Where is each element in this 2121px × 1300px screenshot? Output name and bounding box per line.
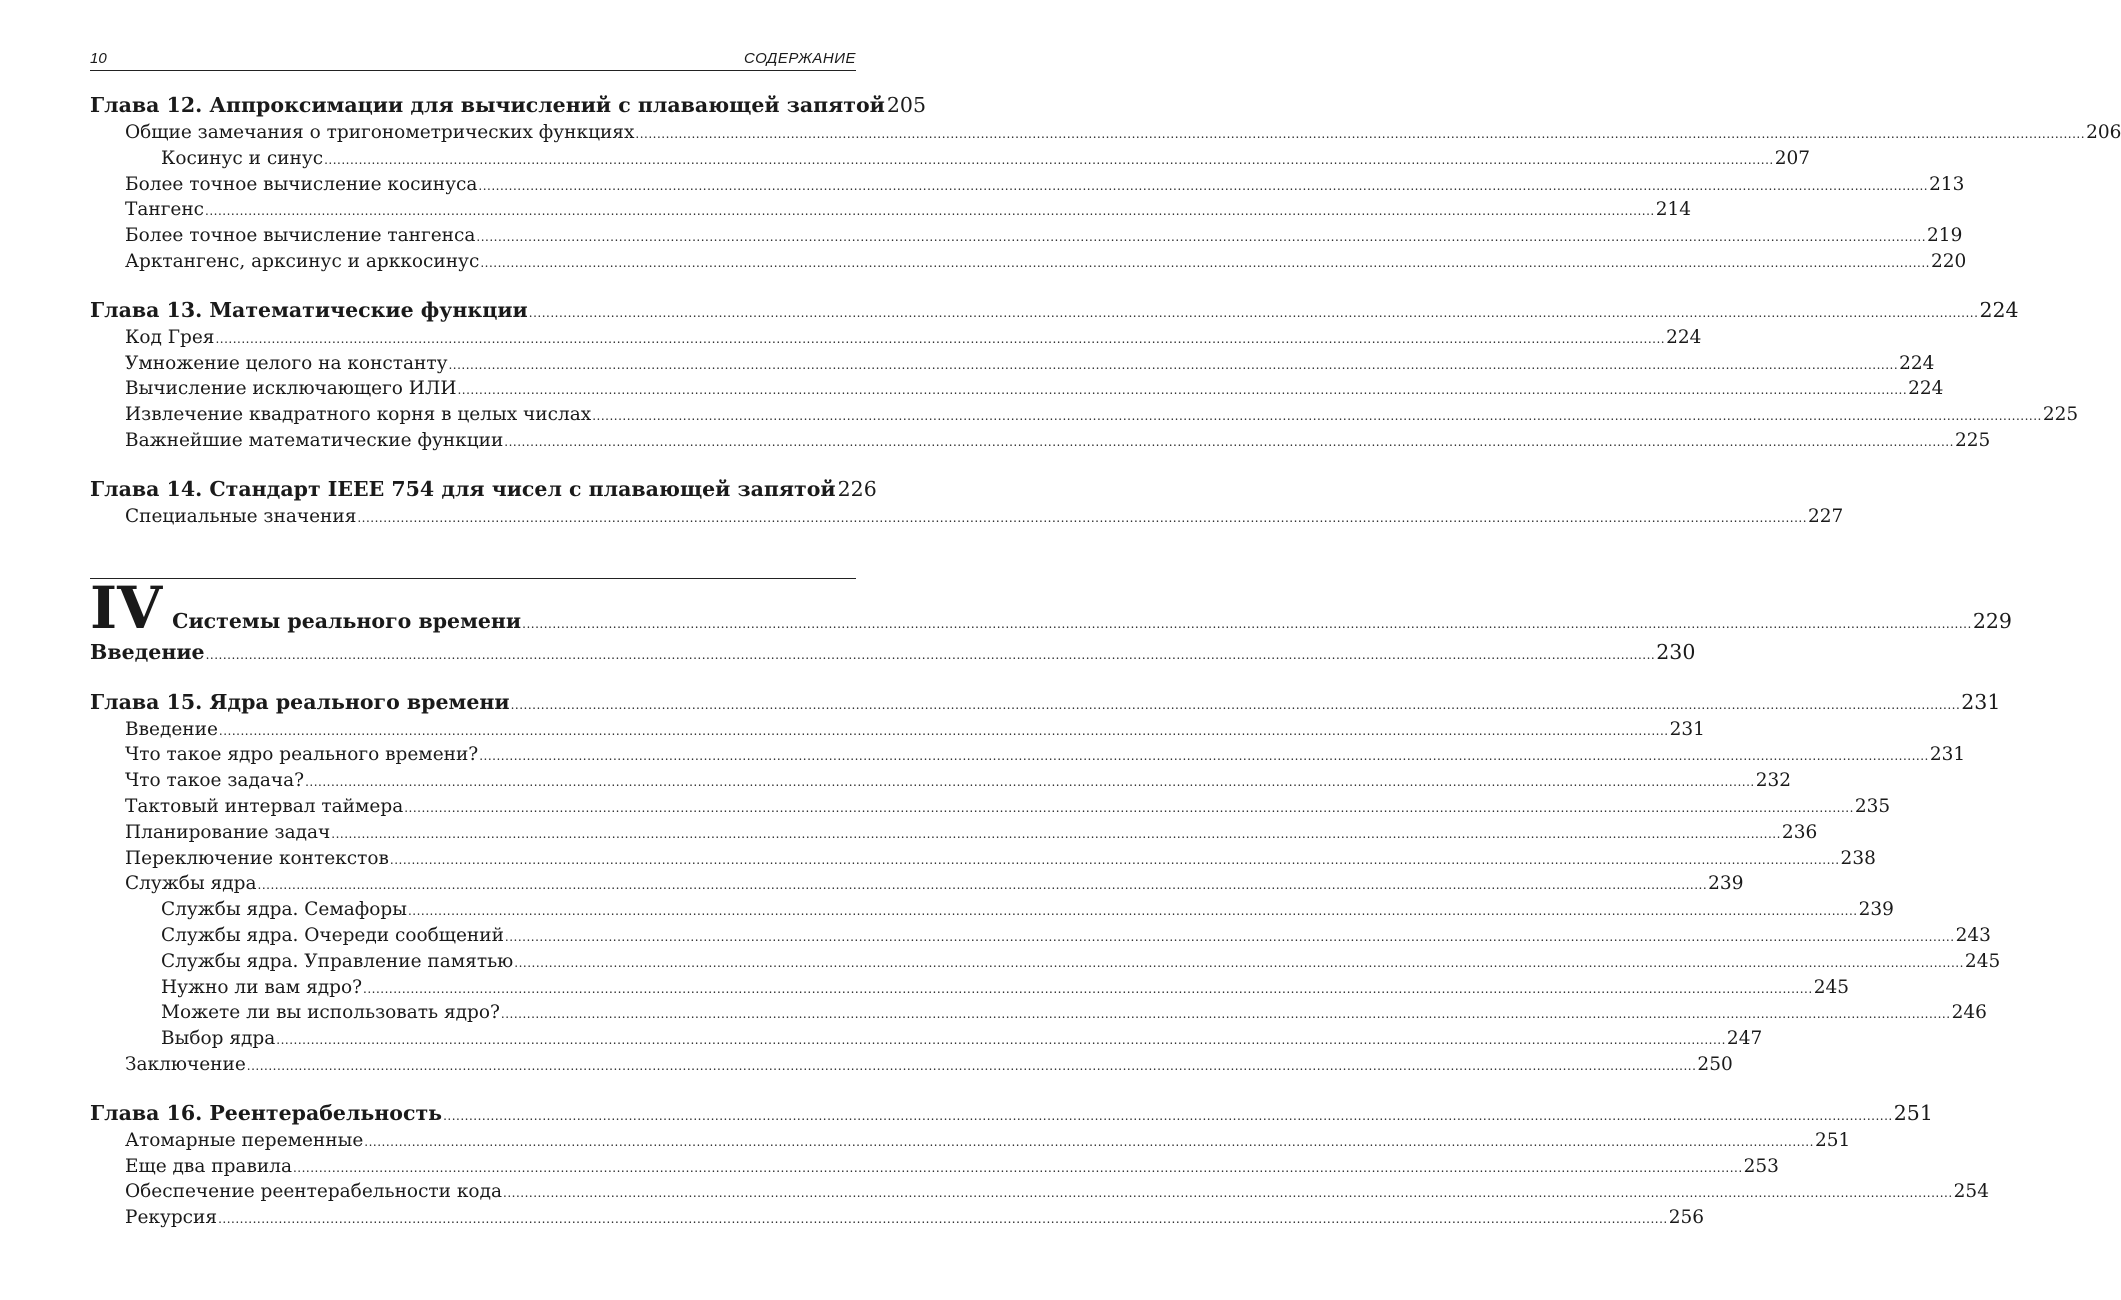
toc-entry-title: Тактовый интервал таймера (125, 795, 404, 817)
toc-entry-title: Нужно ли вам ядро? (161, 976, 363, 998)
toc-page-number: 236 (1781, 821, 1818, 843)
toc-entry-title: Службы ядра. Управление памятью (161, 950, 514, 972)
toc-entry-title: Рекурсия (125, 1207, 218, 1229)
toc-page-number: 253 (1743, 1155, 1779, 1177)
toc-page-number: 206 (2086, 122, 2121, 143)
toc-section[interactable] (90, 172, 1965, 198)
toc-page-number: 239 (1708, 873, 1744, 895)
toc-section[interactable] (90, 504, 1844, 530)
toc-entry-title: Службы ядра (125, 873, 257, 895)
toc-entry-title: Глава 16. Реентерабельность (90, 1100, 443, 1125)
toc-entry-title: Введение (125, 718, 218, 740)
toc-entry-title: Службы ядра. Очереди сообщений (161, 924, 504, 946)
toc-entry-title: Службы ядра. Семафоры (161, 899, 407, 921)
toc-subsection[interactable] (90, 949, 2001, 975)
dot-leader (357, 504, 1807, 532)
toc-entry-title: Можете ли вы использовать ядро? (161, 1002, 500, 1024)
toc-page-number: 207 (1774, 147, 1811, 169)
toc-section[interactable] (90, 717, 1705, 743)
running-header (90, 48, 856, 71)
toc-part-title: Системы реального времени (172, 608, 522, 633)
dot-leader (364, 1128, 1814, 1156)
toc-subsection[interactable] (90, 923, 1991, 949)
toc-page-number: 226 (837, 476, 877, 501)
toc-entry-title: Извлечение квадратного корня в целых числах (125, 404, 592, 426)
toc-page-number: 229 (1972, 608, 2012, 633)
toc-entry-title: Тангенс (125, 199, 205, 221)
toc-page-number: 232 (1755, 770, 1792, 792)
toc-section[interactable] (90, 376, 1944, 402)
toc-subsection[interactable] (90, 1000, 1987, 1026)
toc-entry-title: Заключение (125, 1053, 246, 1075)
toc-page-number: 246 (1951, 1002, 1987, 1024)
toc-entry-title: Атомарные переменные (125, 1129, 364, 1151)
toc-section[interactable] (90, 351, 1935, 377)
toc-entry-title: Код Грея (125, 326, 215, 348)
toc-entry-title: Введение (90, 639, 205, 664)
toc-page-number: 230 (1656, 639, 1696, 664)
toc-section[interactable] (90, 846, 1876, 872)
dot-leader (258, 871, 1708, 899)
dot-leader (457, 376, 1907, 404)
toc-entry-title: Что такое ядро реального времени? (125, 744, 479, 766)
toc-entry-title: Более точное вычисление косинуса (125, 173, 478, 195)
toc-entry-title: Глава 13. Математические функции (90, 297, 528, 322)
dot-leader (635, 120, 2085, 148)
toc-page-number: 231 (1929, 744, 1966, 766)
toc-page-number: 250 (1697, 1053, 1733, 1075)
toc-subsection[interactable] (90, 146, 1811, 172)
toc-entry-title: Арктангенс, арксинус и арккосинус (125, 250, 480, 272)
toc-entry-title: Более точное вычисление тангенса (125, 225, 476, 247)
toc-entry-title: Специальные значения (125, 505, 357, 527)
toc-chapter[interactable] (90, 687, 2001, 717)
toc-section[interactable] (90, 1179, 1989, 1205)
dot-leader (206, 637, 1656, 670)
toc-section[interactable] (90, 768, 1792, 794)
toc-page-number: 224 (1979, 297, 2019, 322)
toc-section[interactable] (90, 1128, 1851, 1154)
part-numeral: IV (90, 573, 163, 642)
toc-entry-title: Выбор ядра (161, 1028, 276, 1050)
dot-leader (476, 223, 1926, 251)
toc-page-number: 231 (1961, 689, 2001, 714)
dot-leader (293, 1154, 1743, 1182)
toc-entry-title: Вычисление исключающего ИЛИ (125, 378, 457, 400)
toc-entry-title: Глава 14. Стандарт IEEE 754 для чисел с плавающей запятой (90, 476, 836, 501)
toc-page-number: 235 (1854, 795, 1891, 817)
dot-leader (408, 897, 1858, 925)
toc-subsection[interactable] (90, 897, 1894, 923)
toc-page-number: 239 (1858, 899, 1894, 921)
dot-leader (522, 609, 1972, 633)
dot-leader (479, 742, 1929, 770)
toc-page-number: 225 (2042, 404, 2079, 426)
toc-page-number: 245 (1964, 950, 2001, 972)
toc-section[interactable] (90, 223, 1963, 249)
dot-leader (529, 295, 1979, 328)
toc-section[interactable] (90, 402, 2079, 428)
dot-leader (501, 1000, 1951, 1028)
toc-page-number: 227 (1808, 505, 1844, 527)
toc-page-number: 224 (1899, 352, 1935, 374)
dot-leader (205, 197, 1655, 225)
toc-page-number: 231 (1669, 718, 1705, 740)
dot-leader (331, 820, 1781, 848)
toc-section[interactable] (90, 197, 1692, 223)
toc-entry-title: Косинус и синус (161, 147, 324, 169)
toc-page-number: 251 (1814, 1129, 1851, 1151)
dot-leader (480, 249, 1930, 277)
toc-entry-title: Важнейшие математические функции (125, 429, 504, 451)
toc-entry-title: Общие замечания о тригонометрических функциях (125, 122, 635, 143)
dot-leader (505, 923, 1955, 951)
toc-section[interactable] (90, 871, 1744, 897)
toc-page-number: 224 (1908, 378, 1944, 400)
toc-section[interactable] (90, 428, 1991, 454)
toc-page-number: 205 (886, 93, 926, 117)
toc-subsection[interactable] (90, 1026, 1763, 1052)
toc-page-number: 219 (1927, 225, 1963, 247)
dot-leader (478, 172, 1928, 200)
dot-leader (305, 768, 1755, 796)
toc-page-number: 245 (1813, 976, 1849, 998)
toc-page-number: 238 (1840, 847, 1876, 869)
toc-page-number: 220 (1930, 250, 1967, 272)
toc-page-number: 256 (1668, 1207, 1705, 1229)
toc-section[interactable] (90, 742, 1966, 768)
dot-leader (504, 428, 1954, 456)
dot-leader (215, 325, 1665, 353)
dot-leader (390, 846, 1840, 874)
toc-page-number: 254 (1953, 1181, 1989, 1203)
dot-leader (592, 402, 2042, 430)
toc-entry-title: Переключение контекстов (125, 847, 389, 869)
toc-entry-title: Умножение целого на константу (125, 352, 448, 374)
toc-page-number: 213 (1929, 173, 1965, 195)
toc-section[interactable] (90, 1052, 1733, 1078)
toc-page-number: 251 (1893, 1100, 1933, 1125)
toc-entry-title: Что такое задача? (125, 770, 305, 792)
dot-leader (324, 146, 1774, 174)
toc-subsection[interactable] (90, 975, 1849, 1001)
toc-page-number: 225 (1954, 429, 1991, 451)
toc-chapter[interactable] (90, 1098, 1933, 1128)
toc-chapter[interactable] (90, 295, 2019, 325)
dot-leader (514, 949, 1964, 977)
toc-entry-title: Обеспечение реентерабельности кода (125, 1181, 502, 1203)
toc-page-number: 243 (1955, 924, 1991, 946)
toc-section[interactable] (90, 820, 1818, 846)
dot-leader (404, 794, 1854, 822)
dot-leader (247, 1052, 1697, 1080)
toc-section[interactable] (90, 325, 1702, 351)
dot-leader (511, 687, 1961, 720)
toc-chapter[interactable] (90, 637, 1696, 667)
toc-entry-title: Глава 12. Аппроксимации для вычислений с плавающей запятой (90, 93, 885, 117)
dot-leader (276, 1026, 1726, 1054)
toc-chapter[interactable] (90, 474, 877, 504)
toc-part[interactable] (90, 573, 2012, 642)
toc-section[interactable] (90, 249, 1967, 275)
toc-section[interactable] (90, 1154, 1779, 1180)
toc-entry-title: Еще два правила (125, 1155, 292, 1177)
dot-leader (503, 1179, 1953, 1207)
toc-entry-title: Глава 15. Ядра реального времени (90, 689, 510, 714)
page-number: 10 (90, 50, 107, 67)
toc-entry-title: Планирование задач (125, 821, 331, 843)
toc-page-number: 224 (1666, 326, 1702, 348)
toc-section[interactable] (90, 794, 1891, 820)
toc-section[interactable] (90, 1205, 1705, 1231)
dot-leader (218, 1205, 1668, 1233)
toc-chapter[interactable] (90, 90, 926, 120)
toc-page-number: 247 (1726, 1028, 1763, 1050)
dot-leader (448, 351, 1898, 379)
dot-leader (219, 717, 1669, 745)
dot-leader (363, 975, 1813, 1003)
table-of-contents (90, 90, 2121, 1231)
dot-leader (443, 1098, 1893, 1131)
toc-section[interactable] (90, 120, 2121, 146)
toc-page-number: 214 (1655, 199, 1692, 221)
running-title: СОДЕРЖАНИЕ (743, 50, 856, 67)
